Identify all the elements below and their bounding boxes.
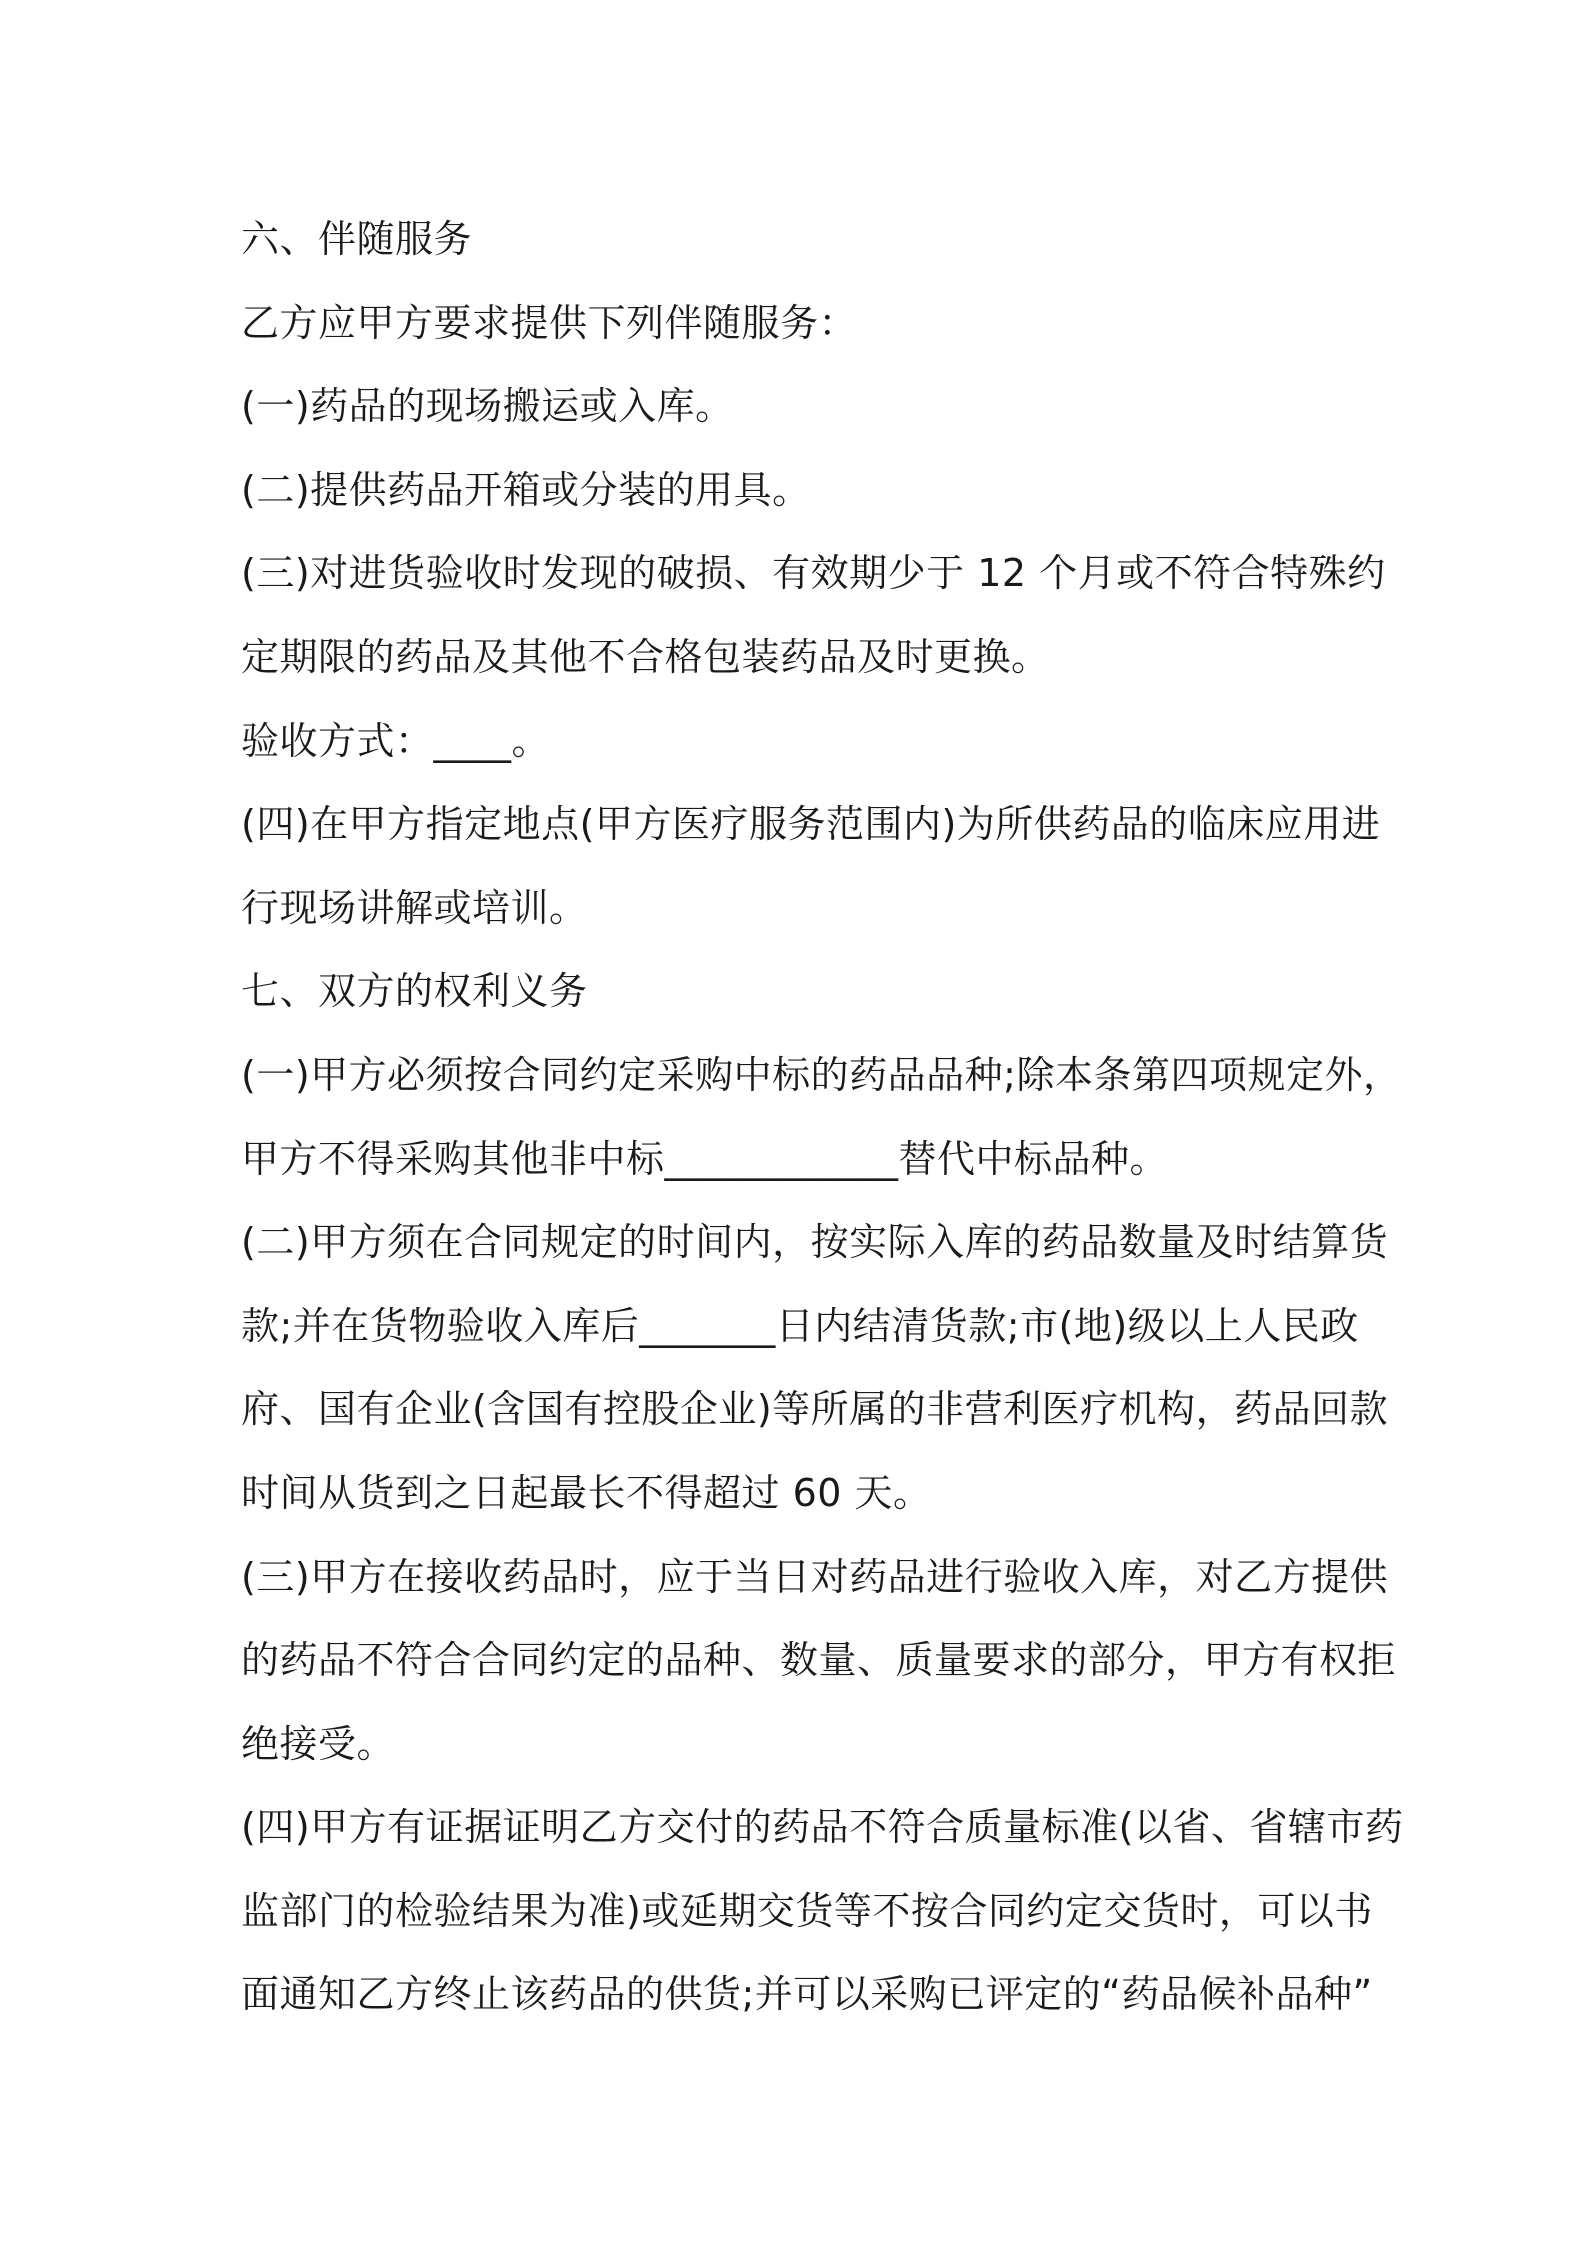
paragraph-line: (二)提供药品开箱或分装的用具。 <box>241 467 811 512</box>
paragraph-line: 绝接受。 <box>241 1721 396 1766</box>
paragraph-line: (三)甲方在接收药品时，应于当日对药品进行验收入库，对乙方提供 <box>241 1554 1389 1599</box>
paragraph-line: 行现场讲解或培训。 <box>241 885 588 930</box>
paragraph-line: 的药品不符合合同约定的品种、数量、质量要求的部分，甲方有权拒 <box>241 1638 1397 1683</box>
paragraph-line: (二)甲方须在合同规定的时间内，按实际入库的药品数量及时结算货 <box>241 1220 1389 1265</box>
paragraph-line: 款;并在货物验收入库后_______日内结清货款;市(地)级以上人民政 <box>241 1303 1359 1348</box>
paragraph-line: 监部门的检验结果为准)或延期交货等不按合同约定交货时，可以书 <box>241 1888 1373 1933</box>
paragraph-line: 定期限的药品及其他不合格包装药品及时更换。 <box>241 634 1050 679</box>
section-heading-services: 六、伴随服务 <box>241 217 473 261</box>
paragraph-line: 府、国有企业(含国有控股企业)等所属的非营利医疗机构，药品回款 <box>241 1387 1389 1432</box>
paragraph-line: 时间从货到之日起最长不得超过 60 天。 <box>241 1470 932 1515</box>
paragraph-line: (四)甲方有证据证明乙方交付的药品不符合质量标准(以省、省辖市药 <box>241 1805 1404 1850</box>
paragraph-line: 甲方不得采购其他非中标____________替代中标品种。 <box>241 1136 1169 1181</box>
paragraph-line: 乙方应甲方要求提供下列伴随服务： <box>241 300 858 345</box>
paragraph-line: (一)甲方必须按合同约定采购中标的药品品种;除本条第四项规定外， <box>241 1052 1402 1097</box>
paragraph-line: (一)药品的现场搬运或入库。 <box>241 384 734 429</box>
document-body <box>241 198 1404 2037</box>
paragraph-line: (三)对进货验收时发现的破损、有效期少于 12 个月或不符合特殊约 <box>241 551 1386 596</box>
paragraph-line: 面通知乙方终止该药品的供货;并可以采购已评定的“药品候补品种” <box>241 1972 1373 2017</box>
section-heading-rights: 七、双方的权利义务 <box>241 969 588 1014</box>
paragraph-line: 验收方式：____。 <box>241 718 551 763</box>
paragraph-line: (四)在甲方指定地点(甲方医疗服务范围内)为所供药品的临床应用进 <box>241 802 1381 847</box>
